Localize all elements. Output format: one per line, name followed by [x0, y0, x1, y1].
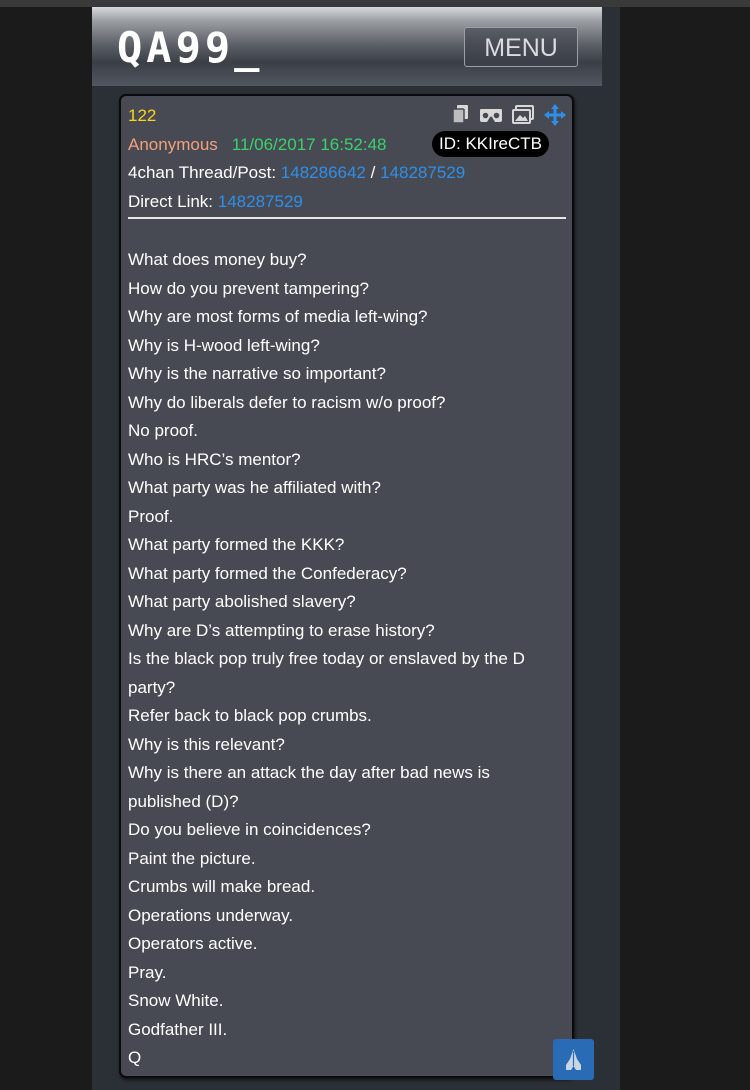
post-line: Why is H-wood left-wing?	[128, 335, 320, 355]
post-line: What party formed the Confederacy?	[128, 563, 407, 583]
thread-post-separator: /	[370, 163, 376, 182]
post-line: Is the black pop truly free today or enslaved by the D party?	[128, 649, 530, 697]
post-line: Do you believe in coincidences?	[128, 820, 371, 839]
post-line: Operations underway.	[128, 905, 294, 925]
post-line: Who is HRC’s mentor?	[128, 449, 301, 469]
top-bar	[0, 0, 750, 7]
post-line: Crumbs will make bread.	[128, 877, 316, 896]
menu-button[interactable]: MENU	[464, 27, 578, 67]
post-body	[128, 246, 566, 1073]
direct-link-row	[128, 191, 303, 213]
scroll-top-button[interactable]	[553, 1039, 594, 1080]
post-line: Snow White.	[128, 991, 224, 1010]
post-line: Pray.	[128, 962, 167, 982]
post-line: What does money buy?	[128, 250, 307, 269]
move-icon[interactable]	[544, 104, 566, 126]
praying-hands-icon	[553, 1039, 594, 1080]
site-logo[interactable]: QA99_	[117, 23, 264, 72]
post-line: How do you prevent tampering?	[128, 278, 369, 298]
post-line: What party formed the KKK?	[128, 535, 345, 554]
direct-link[interactable]: 148287529	[217, 192, 303, 211]
post-line: Why is the narrative so important?	[128, 364, 386, 383]
post-meta	[128, 134, 387, 156]
author-name: Anonymous	[128, 135, 218, 154]
post-number: 122	[128, 106, 157, 125]
thread-post-row	[128, 162, 465, 184]
post-line: No proof.	[128, 421, 198, 440]
post-line: Godfather III.	[128, 1019, 228, 1039]
post-line: Q	[128, 1048, 142, 1067]
thread-post-label: 4chan Thread/Post:	[128, 163, 277, 182]
direct-link-label: Direct Link:	[128, 192, 214, 211]
post-line: Why are most forms of media left-wing?	[128, 307, 428, 326]
copy-icon[interactable]	[452, 104, 470, 124]
post-line: Proof.	[128, 506, 174, 526]
post-line: Paint the picture.	[128, 848, 256, 868]
post-divider	[128, 217, 566, 219]
post-line: Operators active.	[128, 934, 258, 953]
post-line: Refer back to black pop crumbs.	[128, 706, 372, 725]
post-line: Why is there an attack the day after bad news is published (D)?	[128, 763, 495, 811]
thread-link[interactable]: 148286642	[280, 163, 366, 182]
vr-goggles-icon[interactable]	[479, 107, 503, 123]
post-line: Why do liberals defer to racism w/o proof?	[128, 392, 446, 412]
poster-id-badge: ID: KKIreCTB	[432, 131, 549, 157]
post-line: What party was he affiliated with?	[128, 478, 381, 497]
post-line: Why are D’s attempting to erase history?	[128, 620, 435, 640]
post-datetime: 11/06/2017 16:52:48	[231, 135, 387, 154]
post-line: Why is this relevant?	[128, 734, 285, 754]
image-icon[interactable]	[512, 105, 534, 124]
post-link[interactable]: 148287529	[380, 163, 466, 182]
post-line: What party abolished slavery?	[128, 592, 356, 611]
